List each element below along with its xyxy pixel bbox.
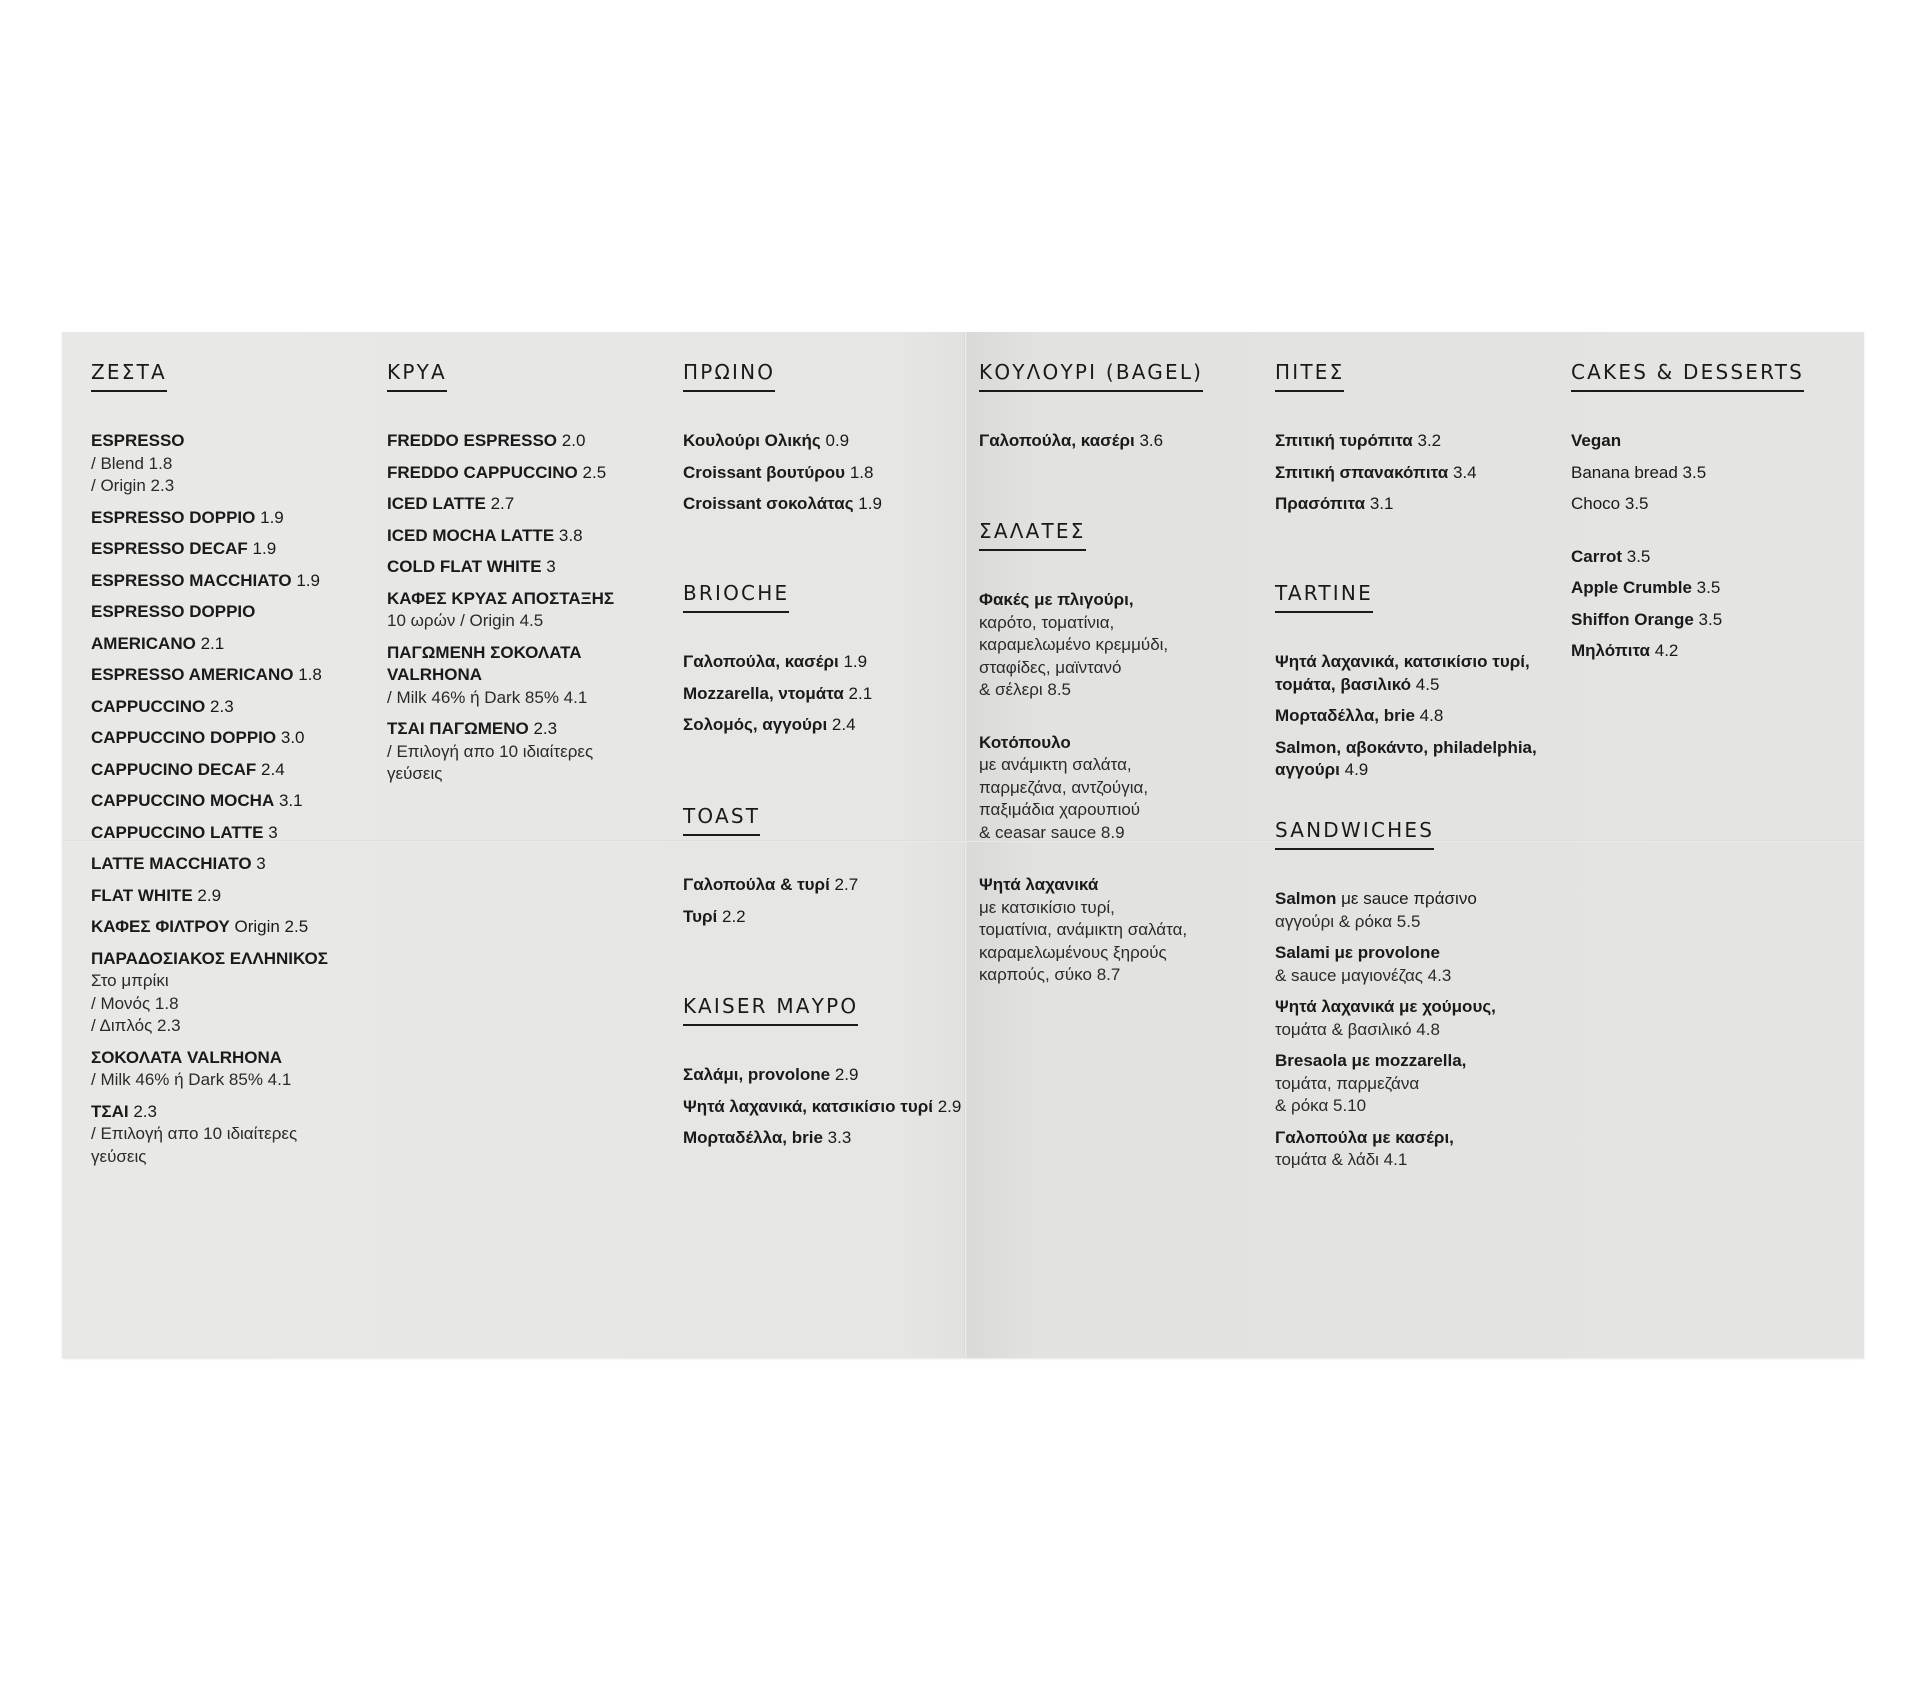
- item-price: 3: [256, 854, 266, 873]
- menu-item: [1275, 462, 1559, 485]
- menu-item: [387, 588, 671, 633]
- item-name: ICED LATTE: [387, 494, 486, 513]
- item-name: Κοτόπουλο: [979, 732, 1071, 752]
- item-name: FREDDO CAPPUCCINO: [387, 462, 578, 482]
- item-line: [683, 462, 967, 485]
- item-price: 1.8: [849, 462, 874, 482]
- menu-item: [1275, 651, 1559, 696]
- item-description: αγγούρι & ρόκα 5.5: [1275, 911, 1421, 931]
- item-price: 4.9: [1344, 760, 1369, 779]
- item-list: [683, 1064, 967, 1150]
- item-price: 2.1: [200, 633, 225, 653]
- menu-item: [91, 885, 375, 908]
- menu-item: [1571, 546, 1855, 569]
- menu-item: [387, 462, 671, 485]
- menu-item: [91, 570, 375, 593]
- item-description: / Διπλός 2.3: [91, 1016, 181, 1035]
- item-description: / Blend 1.8: [91, 453, 173, 473]
- item-description: τομάτα & βασιλικό 4.8: [1275, 1019, 1440, 1039]
- item-price: 1.9: [260, 507, 284, 527]
- menu-item: [683, 714, 967, 737]
- item-price: με sauce πράσινο: [1341, 889, 1477, 908]
- menu-item: [683, 430, 967, 453]
- menu-item: [91, 538, 375, 561]
- menu-item: [1275, 737, 1559, 782]
- menu-item: [91, 696, 375, 719]
- item-description: με κατσικίσιο τυρί,: [979, 897, 1115, 917]
- item-line: [1275, 942, 1559, 965]
- item-price: 2.0: [561, 431, 586, 450]
- item-name: ΤΣΑΙ ΠΑΓΩΜΕΝΟ: [387, 719, 529, 738]
- item-name: CAPPUCCINO MOCHA: [91, 791, 275, 810]
- menu-item: [683, 1096, 967, 1119]
- item-price: 1.9: [843, 652, 868, 671]
- item-name: Σπιτική τυρόπιτα: [1275, 431, 1413, 450]
- item-name: ESPRESSO DECAF: [91, 539, 248, 558]
- menu-item: [387, 430, 671, 453]
- item-price: 0.9: [825, 431, 850, 450]
- menu-item: [387, 718, 671, 786]
- menu-item: [91, 430, 375, 498]
- item-list: [979, 430, 1263, 453]
- section-krya: [387, 359, 671, 795]
- menu-item: [1571, 430, 1855, 453]
- item-name: CAPPUCCINO LATTE: [91, 822, 264, 842]
- item-list: [979, 589, 1263, 987]
- item-list: [683, 430, 967, 516]
- item-name: Σαλάμι, provolone: [683, 1065, 831, 1084]
- section-title: ΠΙΤΕΣ: [1275, 359, 1344, 392]
- item-description: & ρόκα 5.10: [1275, 1096, 1367, 1115]
- menu-item: [91, 507, 375, 530]
- item-price: 1.9: [296, 570, 320, 590]
- item-description: καραμελωμένο κρεμμύδι,: [979, 635, 1169, 654]
- item-description: 10 ωρών / Origin 4.5: [387, 611, 544, 630]
- menu-item: [1275, 1050, 1559, 1118]
- item-description: / Επιλογή απο 10 ιδιαίτερες: [91, 1124, 298, 1143]
- menu-sheet: [62, 332, 1864, 1358]
- menu-item: [91, 664, 375, 687]
- item-name: Γαλοπούλα, κασέρι: [683, 652, 839, 671]
- item-line: [387, 493, 671, 516]
- section-title: ΖΕΣΤΑ: [91, 359, 167, 392]
- menu-item: [683, 1064, 967, 1087]
- item-name: Κουλούρι Ολικής: [683, 431, 821, 450]
- item-name: LATTE MACCHIATO: [91, 854, 252, 873]
- section-proino: [683, 359, 967, 525]
- item-line: [387, 556, 671, 579]
- item-name: Μορταδέλλα, brie: [683, 1128, 823, 1147]
- item-line: [91, 570, 375, 593]
- menu-item: [91, 916, 375, 939]
- item-name: Γαλοπούλα & τυρί: [683, 875, 830, 894]
- item-name: CAPPUCCINO: [91, 696, 206, 716]
- menu-item: [979, 732, 1263, 845]
- item-description: παξιμάδια χαρουπιού: [979, 800, 1141, 819]
- menu-item: [91, 948, 375, 1038]
- item-name: Bresaola με mozzarella,: [1275, 1051, 1467, 1070]
- item-name: Τυρί: [683, 906, 718, 926]
- item-description: σταφίδες, μαϊντανό: [979, 657, 1122, 677]
- menu-item: [91, 759, 375, 782]
- item-line: [1571, 609, 1855, 632]
- section-title: BRIOCHE: [683, 580, 789, 613]
- item-price: 3.8: [558, 525, 583, 545]
- menu-item: [387, 556, 671, 579]
- item-name: ΠΑΓΩΜΕΝΗ ΣΟΚΟΛΑΤΑ VALRHONA: [387, 642, 582, 684]
- item-description: τοματίνια, ανάμικτη σαλάτα,: [979, 920, 1188, 939]
- item-price: 2.7: [834, 875, 859, 894]
- item-line: [91, 507, 375, 530]
- item-description: / Origin 2.3: [91, 476, 175, 495]
- item-line: [91, 885, 375, 908]
- menu-item: [387, 642, 671, 710]
- item-name: Croissant βουτύρου: [683, 462, 846, 482]
- item-name: Croissant σοκολάτας: [683, 494, 854, 513]
- item-line: [91, 430, 375, 453]
- menu-item: [683, 493, 967, 516]
- item-description: παρμεζάνα, αντζούγια,: [979, 777, 1149, 797]
- item-line: [91, 948, 375, 971]
- item-name: Shiffon Orange: [1571, 609, 1694, 629]
- menu-item: [1571, 462, 1855, 485]
- menu-item: [683, 683, 967, 706]
- item-name: Γαλοπούλα, κασέρι: [979, 431, 1135, 450]
- item-description: & ceasar sauce 8.9: [979, 822, 1125, 842]
- item-name: ΠΑΡΑΔΟΣΙΑΚΟΣ ΕΛΛΗΝΙΚΟΣ: [91, 948, 328, 968]
- item-name: ESPRESSO: [91, 431, 185, 450]
- item-line: [1275, 651, 1559, 696]
- item-line: [91, 633, 375, 656]
- menu-item: [683, 906, 967, 929]
- item-line: [91, 822, 375, 845]
- item-line: [683, 1064, 967, 1087]
- item-price: Origin 2.5: [234, 917, 309, 936]
- item-price: 2.4: [831, 715, 856, 734]
- item-line: [1275, 1050, 1559, 1073]
- item-name: Γαλοπούλα με κασέρι,: [1275, 1127, 1454, 1147]
- section-salates: [979, 518, 1263, 996]
- item-price: Choco 3.5: [1571, 494, 1649, 513]
- menu-item: [1275, 705, 1559, 728]
- item-line: [1571, 493, 1855, 516]
- item-line: [1275, 888, 1559, 911]
- item-price: 3.5: [1698, 609, 1723, 629]
- menu-item: [387, 525, 671, 548]
- menu-item: [1275, 493, 1559, 516]
- item-description: τομάτα, παρμεζάνα: [1275, 1073, 1420, 1093]
- item-name: Salmon, αβοκάντο, philadelphia, αγγούρι: [1275, 737, 1537, 779]
- section-title: ΚΡΥΑ: [387, 359, 447, 392]
- item-line: [1275, 705, 1559, 728]
- item-list: [683, 651, 967, 737]
- item-line: [1275, 737, 1559, 782]
- item-name: Φακές με πλιγούρι,: [979, 590, 1134, 609]
- item-name: Μορταδέλλα, brie: [1275, 706, 1415, 725]
- item-name: Vegan: [1571, 431, 1622, 450]
- item-name: CAPPUCCINO DOPPIO: [91, 728, 277, 747]
- item-line: [387, 462, 671, 485]
- section-title: TOAST: [683, 803, 760, 836]
- item-line: [683, 874, 967, 897]
- item-line: [1571, 577, 1855, 600]
- menu-item: [91, 790, 375, 813]
- item-price: 2.4: [261, 759, 285, 779]
- item-list: [1275, 430, 1559, 516]
- item-name: ESPRESSO DOPPIO: [91, 507, 256, 527]
- menu-item: [91, 727, 375, 750]
- item-line: [1571, 546, 1855, 569]
- menu-item: [683, 651, 967, 674]
- item-price: 3.1: [278, 791, 303, 810]
- item-price: 2.1: [848, 683, 873, 703]
- item-name: Σολομός, αγγούρι: [683, 715, 828, 734]
- item-line: [683, 906, 967, 929]
- item-name: FREDDO ESPRESSO: [387, 431, 558, 450]
- menu-item: [1275, 430, 1559, 453]
- item-name: AMERICANO: [91, 633, 196, 653]
- menu-item: [91, 1101, 375, 1169]
- item-name: ESPRESSO DOPPIO: [91, 602, 256, 621]
- item-line: [1275, 996, 1559, 1019]
- item-line: [683, 714, 967, 737]
- item-price: 1.9: [252, 539, 277, 558]
- item-name: ICED MOCHA LATTE: [387, 525, 555, 545]
- item-list: [1275, 651, 1559, 782]
- section-cakes: [1571, 359, 1855, 672]
- item-description: γεύσεις: [91, 1146, 147, 1166]
- menu-item: [91, 601, 375, 624]
- item-price: 2.9: [197, 885, 222, 905]
- menu-item: [1571, 609, 1855, 632]
- item-line: [1571, 640, 1855, 663]
- item-list: [683, 874, 967, 928]
- menu-item: [1571, 493, 1855, 516]
- menu-item: [1275, 1127, 1559, 1172]
- menu-item: [1275, 996, 1559, 1041]
- item-line: [387, 642, 671, 687]
- item-line: [979, 430, 1263, 453]
- item-description: & sauce μαγιονέζας 4.3: [1275, 965, 1452, 985]
- item-line: [91, 853, 375, 876]
- section-title: ΣΑΛΑΤΕΣ: [979, 518, 1086, 551]
- item-name: Πρασόπιτα: [1275, 494, 1366, 513]
- item-name: FLAT WHITE: [91, 885, 193, 905]
- item-price: 2.9: [834, 1065, 859, 1084]
- menu-item: [683, 874, 967, 897]
- menu-item: [91, 1047, 375, 1092]
- item-name: Salami με provolone: [1275, 943, 1440, 962]
- menu-item: [979, 589, 1263, 702]
- item-line: [1571, 462, 1855, 485]
- item-line: [387, 430, 671, 453]
- section-zesta: [91, 359, 375, 1177]
- item-description: τομάτα & λάδι 4.1: [1275, 1150, 1408, 1169]
- item-description: καρότο, τοματίνια,: [979, 612, 1115, 632]
- item-description: / Επιλογή απο 10 ιδιαίτερες: [387, 741, 594, 761]
- item-line: [1275, 1127, 1559, 1150]
- item-price: 4.5: [1415, 674, 1440, 694]
- item-line: [91, 1047, 375, 1070]
- item-name: COLD FLAT WHITE: [387, 557, 542, 576]
- section-brioche: [683, 580, 967, 746]
- item-line: [387, 588, 671, 611]
- menu-item: [1275, 942, 1559, 987]
- item-line: [91, 727, 375, 750]
- item-name: ΤΣΑΙ: [91, 1101, 129, 1121]
- item-price: 3: [546, 557, 556, 576]
- item-price: 2.7: [490, 494, 515, 513]
- menu-item: [91, 822, 375, 845]
- item-price: 2.3: [533, 719, 558, 738]
- section-title: KAISER ΜΑΥΡΟ: [683, 993, 858, 1026]
- menu-item: [1571, 577, 1855, 600]
- item-line: [979, 732, 1263, 755]
- item-line: [91, 538, 375, 561]
- item-description: γεύσεις: [387, 764, 443, 783]
- item-name: ΚΑΦΕΣ ΦΙΛΤΡΟΥ: [91, 917, 230, 936]
- item-name: CAPPUCINO DECAF: [91, 759, 257, 779]
- item-price: 2.9: [937, 1096, 962, 1116]
- section-title: SANDWICHES: [1275, 817, 1434, 850]
- item-line: [91, 790, 375, 813]
- menu-item: [979, 874, 1263, 987]
- item-name: ESPRESSO AMERICANO: [91, 665, 294, 684]
- menu-item: [1275, 888, 1559, 933]
- section-tartine: [1275, 580, 1559, 791]
- item-description: / Μονός 1.8: [91, 993, 179, 1013]
- item-name: Apple Crumble: [1571, 578, 1692, 597]
- item-line: [683, 493, 967, 516]
- item-price: 3.4: [1452, 462, 1477, 482]
- item-price: 3.3: [827, 1128, 852, 1147]
- item-line: [91, 916, 375, 939]
- section-title: TARTINE: [1275, 580, 1373, 613]
- item-list: [1275, 888, 1559, 1172]
- item-name: ΣΟΚΟΛΑΤΑ VALRHONA: [91, 1047, 283, 1067]
- item-name: Σπιτική σπανακόπιτα: [1275, 462, 1449, 482]
- item-name: Salmon: [1275, 889, 1337, 908]
- item-price: 2.3: [210, 696, 234, 716]
- menu-item: [979, 430, 1263, 453]
- item-price: 4.8: [1419, 706, 1444, 725]
- item-list: [1571, 430, 1855, 663]
- item-line: [91, 664, 375, 687]
- section-title: ΠΡΩΙΝΟ: [683, 359, 775, 392]
- item-name: ESPRESSO MACCHIATO: [91, 570, 292, 590]
- menu-item: [91, 633, 375, 656]
- item-price: 3.1: [1369, 494, 1394, 513]
- item-price: 3.2: [1417, 431, 1442, 450]
- section-sandwiches: [1275, 817, 1559, 1181]
- item-line: [683, 1096, 967, 1119]
- item-line: [387, 525, 671, 548]
- item-line: [1275, 462, 1559, 485]
- item-line: [91, 696, 375, 719]
- item-price: 2.2: [722, 906, 746, 926]
- section-bagel: [979, 359, 1263, 462]
- item-line: [1275, 430, 1559, 453]
- item-description: με ανάμικτη σαλάτα,: [979, 755, 1132, 774]
- item-line: [979, 589, 1263, 612]
- item-price: 4.2: [1654, 641, 1679, 660]
- item-price: 3.5: [1626, 546, 1651, 566]
- item-price: 3.6: [1139, 431, 1164, 450]
- section-title: CAKES & DESSERTS: [1571, 359, 1804, 392]
- item-list: [91, 430, 375, 1168]
- item-line: [683, 683, 967, 706]
- item-price: 3: [268, 822, 278, 842]
- item-price: 2.3: [133, 1101, 157, 1121]
- item-description: & σέλερι 8.5: [979, 680, 1072, 699]
- item-line: [979, 874, 1263, 897]
- menu-item: [387, 493, 671, 516]
- item-name: Ψητά λαχανικά, κατσικίσιο τυρί, τομάτα, βασιλικό: [1275, 652, 1530, 694]
- item-line: [683, 651, 967, 674]
- menu-item: [1571, 640, 1855, 663]
- item-line: [1571, 430, 1855, 453]
- item-name: Ψητά λαχανικά, κατσικίσιο τυρί: [683, 1096, 933, 1116]
- item-line: [683, 430, 967, 453]
- item-list: [387, 430, 671, 786]
- item-price: 3.0: [280, 728, 305, 747]
- section-toast: [683, 803, 967, 937]
- item-price: 2.5: [582, 462, 607, 482]
- item-name: Ψητά λαχανικά με χούμους,: [1275, 997, 1496, 1016]
- item-name: Μηλόπιτα: [1571, 641, 1651, 660]
- item-price: 3.5: [1696, 578, 1721, 597]
- item-price: Banana bread 3.5: [1571, 462, 1707, 482]
- item-description: / Milk 46% ή Dark 85% 4.1: [387, 687, 588, 707]
- item-description: / Milk 46% ή Dark 85% 4.1: [91, 1070, 292, 1089]
- item-line: [683, 1127, 967, 1150]
- section-kaiser: [683, 993, 967, 1159]
- menu-item: [683, 462, 967, 485]
- section-pites: [1275, 359, 1559, 525]
- item-price: 1.8: [298, 665, 322, 684]
- item-line: [91, 1101, 375, 1124]
- menu-item: [683, 1127, 967, 1150]
- section-title: ΚΟΥΛΟΥΡΙ (BAGEL): [979, 359, 1203, 392]
- item-name: ΚΑΦΕΣ ΚΡΥΑΣ ΑΠΟΣΤΑΞΗΣ: [387, 588, 615, 608]
- item-line: [91, 759, 375, 782]
- item-price: 1.9: [858, 494, 882, 513]
- item-name: Ψητά λαχανικά: [979, 875, 1099, 894]
- item-description: καραμελωμένους ξηρούς: [979, 942, 1167, 962]
- item-name: Mozzarella, ντομάτα: [683, 683, 844, 703]
- item-line: [1275, 493, 1559, 516]
- menu-item: [91, 853, 375, 876]
- item-name: Carrot: [1571, 546, 1623, 566]
- item-line: [91, 601, 375, 624]
- item-description: Στο μπρίκι: [91, 971, 169, 990]
- item-description: καρπούς, σύκο 8.7: [979, 965, 1121, 984]
- item-line: [387, 718, 671, 741]
